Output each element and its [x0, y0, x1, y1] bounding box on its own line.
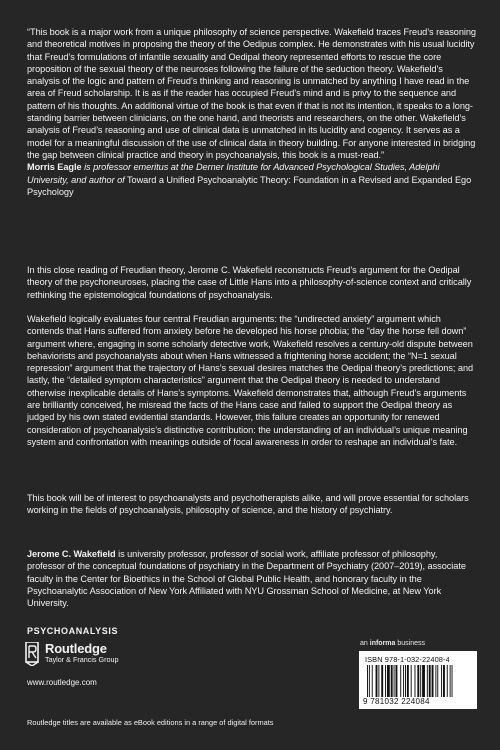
description-text-2: Wakefield logically evaluates four central Freudian arguments: the “undirected anxiety” argument which contends that Hans suffered from anxiety before he developed his horse phobia; the “day the horse fell down” argument where, engaging in some scholarly detective work, Wakefield resolves a century-old dispute between behaviorists and psychoanalysts about when Hans witnessed a frightening horse accident; the “N=1 sexual repression” argument that the trajectory of Hans’s sexual desires matches the Oedipal theory’s predictions; and lastly, the “detailed symptom characteristics” argument that the Oedipal theory is needed to understand otherwise inexplicable details of Hans’s symptoms. Wakefield demonstrates that, although Freud’s arguments are brilliantly conceived, he misread the facts of the Hans case and failed to support the Oedipal theory as judged by his own stated evidential standards. However, this failure creates an opportunity for renewed consideration of psychoanalysis’s distinctive contribution: the understanding of an individual’s unique meaning system and confrontation with meanings outside of focal awareness in order to reshape an individual’s fate. — [27, 314, 474, 447]
author-bio-name: Jerome C. Wakefield — [27, 549, 116, 559]
publisher-name: Routledge — [45, 641, 107, 656]
publisher-subtitle: Taylor & Francis Group — [45, 655, 119, 664]
author-bio — [27, 548, 477, 609]
endorsement-quote — [27, 26, 477, 198]
isbn-barcode — [359, 651, 477, 709]
subject-category: PSYCHOANALYSIS — [27, 626, 119, 636]
author-bio-body: is university professor, professor of social work, affiliate professor of philosophy, professor of the conceptual foundations of psychiatry in the Department of Psychiatry (2007–2019), associate faculty in the Center for Bioethics in the School of Global Public Health, and honorary faculty in the Psychoanalytic Association of New York Affiliated with NYU Grossman School of Medicine, at New York University. — [27, 549, 466, 609]
informa-business-tag — [360, 640, 425, 647]
isbn-number: ISBN 978-1-032-22408-4 — [365, 655, 450, 664]
informa-suffix: business — [397, 640, 426, 647]
description-paragraph-3 — [27, 492, 477, 517]
barcode-icon — [365, 665, 471, 697]
description-paragraph-2 — [27, 313, 477, 448]
description-paragraph-1 — [27, 264, 477, 301]
routledge-logo-icon — [25, 642, 39, 666]
author-bio-text — [27, 548, 477, 609]
informa-brand: informa — [369, 640, 396, 647]
quote-author-book: Toward a Unified Psychoanalytic Theory: Foundation in a Revised and Expanded Ego Psychology — [27, 174, 472, 197]
quote-attribution — [27, 161, 477, 198]
quote-author-role: is professor emeritus at the Derner Institute for Advanced Psychological Studies, Adelphi University, and author of — [27, 162, 440, 185]
barcode-digits: 9 781032 224084 — [363, 697, 430, 706]
publisher-logo-block — [25, 642, 119, 666]
ebook-note: Routledge titles are available as eBook editions in a range of digital formats — [27, 718, 274, 727]
description-text-1: In this close reading of Freudian theory, Jerome C. Wakefield reconstructs Freud’s argument for the Oedipal theory of the psychoneuroses, placing the case of Little Hans into a philosophy-of-science context and critically rethinking the epistemological foundations of psychoanalysis. — [27, 265, 472, 300]
description-text-3: This book will be of interest to psychoanalysts and psychotherapists alike, and will prove essential for scholars working in the fields of psychoanalysis, philosophy of science, and the history of psychiatry. — [27, 493, 469, 516]
quote-text: “This book is a major work from a unique philosophy of science perspective. Wakefield traces Freud’s reasoning and theoretical motives in proposing the theory of the Oedipus complex. He demonstrates with his usual lucidity that Freud’s formulations of infantile sexuality and Oedipal theory represented efforts to rescue the core proposition of the sexual theory of the neuroses following the failure of the seduction theory. Wakefield’s analysis of the logic and pattern of Freud’s thinking and reasoning is unmatched by anything I have read in the area of Freud scholarship. It is as if the reader has occupied Freud’s mind and is privy to the sequence and pattern of his thoughts. An additional virtue of the book is that even if that is not its intention, it speaks to a long-standing barrier between clinicians, on the one hand, and theorists and researchers, on the other. Wakefield’s analysis of Freud’s reasoning and use of clinical data is unmatched in its lucidity and cogency. It serves as a model for a meaningful discussion of the use of clinical data in theory building. For anyone interested in bridging the gap between clinical practice and theory in psychoanalysis, this book is a must-read.” — [27, 27, 476, 160]
quote-author-name: Morris Eagle — [27, 162, 82, 173]
informa-prefix: an — [360, 640, 368, 647]
publisher-website-link[interactable]: www.routledge.com — [27, 678, 97, 687]
